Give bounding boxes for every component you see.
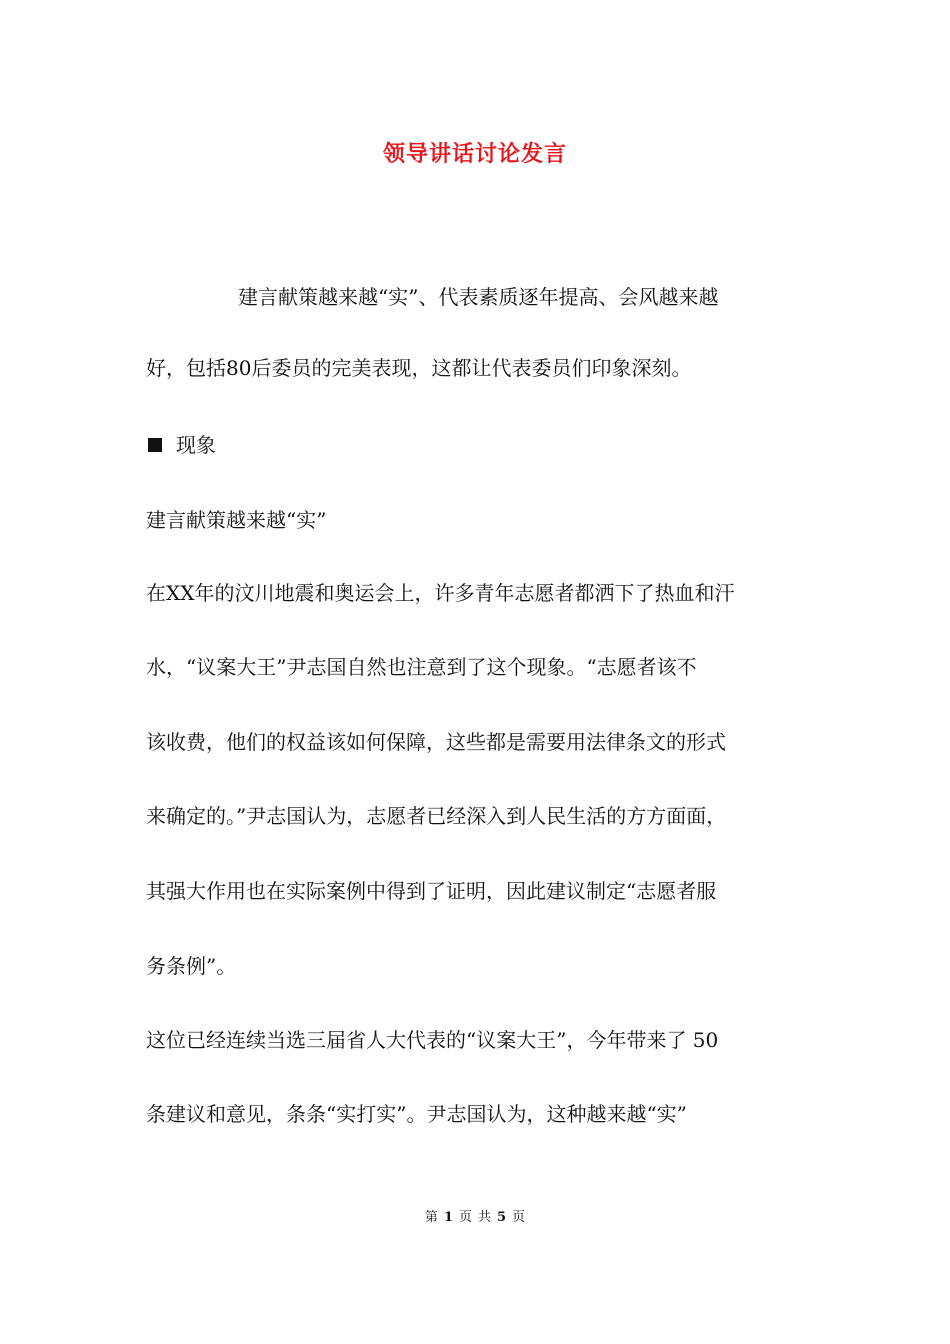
- subheading-line: 建言献策越来越“实”: [146, 508, 327, 532]
- paragraph-line-5: 该收费，他们的权益该如何保障，这些都是需要用法律条文的形式: [146, 730, 726, 754]
- section-heading: [146, 430, 216, 460]
- paragraph-line-6: 来确定的。”尹志国认为，志愿者已经深入到人民生活的方方面面，: [146, 804, 727, 828]
- footer-prefix: 第: [424, 1210, 438, 1225]
- footer-page-number: 1: [443, 1210, 453, 1225]
- footer-mid1: 页: [458, 1210, 472, 1225]
- paragraph-line-10: 条建议和意见，条条“实打实”。尹志国认为，这种越来越“实”: [146, 1102, 687, 1126]
- footer-suffix: 页: [512, 1210, 526, 1225]
- footer-total-pages: 5: [497, 1210, 507, 1225]
- document-title: 领导讲话讨论发言: [382, 141, 567, 167]
- page-footer: [0, 1208, 950, 1228]
- paragraph-line-7: 其强大作用也在实际案例中得到了证明，因此建议制定“志愿者服: [146, 879, 717, 903]
- paragraph-line-1: 建言献策越来越“实”、代表素质逐年提高、会风越来越: [238, 285, 719, 309]
- paragraph-line-2: 好，包括80后委员的完美表现，这都让代表委员们印象深刻。: [146, 356, 692, 380]
- paragraph-line-3: 在XX年的汶川地震和奥运会上，许多青年志愿者都洒下了热血和汗: [146, 581, 735, 605]
- square-bullet-icon: [148, 438, 162, 452]
- paragraph-line-9: 这位已经连续当选三届省人大代表的“议案大王”，今年带来了 50: [146, 1028, 719, 1052]
- section-heading-text: 现象: [176, 433, 216, 457]
- paragraph-line-8: 务条例”。: [146, 954, 237, 978]
- footer-mid2: 共: [478, 1210, 492, 1225]
- paragraph-line-4: 水，“议案大王”尹志国自然也注意到了这个现象。“志愿者该不: [146, 655, 697, 679]
